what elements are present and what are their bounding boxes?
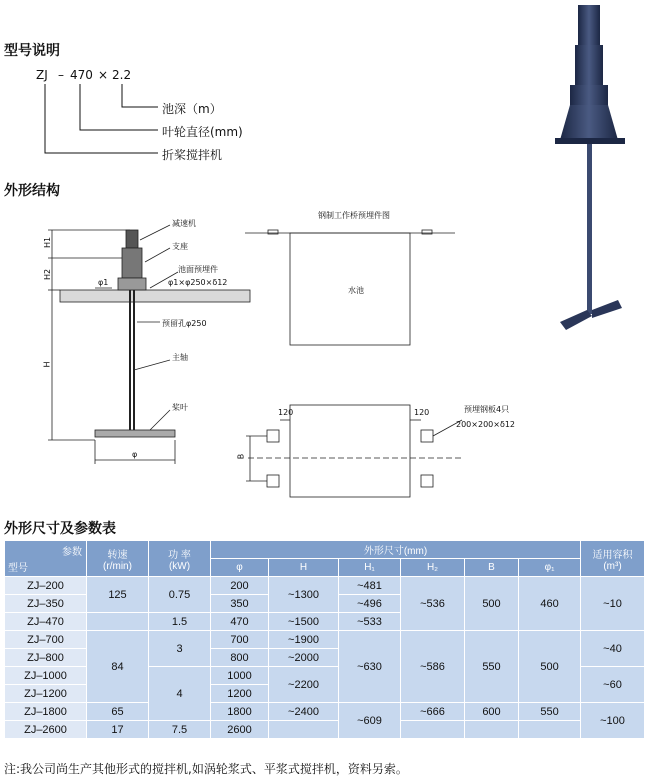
table-title: 外形尺寸及参数表: [4, 521, 116, 537]
model-code-dash: –: [58, 68, 64, 82]
header-phi: φ: [211, 559, 269, 577]
cell-phi: 1000: [211, 667, 269, 685]
cell-power: 0.75: [149, 577, 211, 613]
dim-h2: H2: [43, 268, 53, 281]
structure-title: 外形结构: [4, 183, 60, 199]
cell-h1: ~630: [339, 631, 401, 703]
cell-phi: 350: [211, 595, 269, 613]
cell-h2: ~666: [401, 703, 465, 721]
dim-phi: φ: [132, 450, 138, 459]
cell-speed: 125: [87, 577, 149, 613]
label-reserved-hole: 预留孔φ250: [162, 319, 207, 328]
cell-h: ~2000: [269, 649, 339, 667]
cell-phi: 700: [211, 631, 269, 649]
cell-b: [465, 721, 519, 739]
header-h1: H₁: [339, 559, 401, 577]
cell-power: 7.5: [149, 721, 211, 739]
cell-h: ~1500: [269, 613, 339, 631]
header-b: B: [465, 559, 519, 577]
plan-drawing: [240, 220, 500, 500]
label-embed: 池面预埋件: [178, 265, 218, 274]
cell-h2: ~586: [401, 631, 465, 703]
cell-h1: ~481: [339, 577, 401, 595]
cell-volume: ~100: [581, 703, 645, 739]
header-h2: H₂: [401, 559, 465, 577]
cell-power: 1.5: [149, 613, 211, 631]
elevation-drawing: [0, 200, 260, 470]
cell-h: ~2200: [269, 667, 339, 703]
cell-phi: 2600: [211, 721, 269, 739]
plan-dim-left: 120: [278, 408, 294, 417]
model-code-times: ×: [98, 68, 109, 82]
plan-dim-b: B: [236, 453, 246, 460]
cell-phi: 200: [211, 577, 269, 595]
dim-phi1: φ1: [98, 278, 109, 287]
dim-h1: H1: [43, 236, 53, 249]
table-row: [5, 577, 645, 595]
parameter-table: [4, 540, 645, 739]
legend-depth: 池深（m）: [162, 102, 222, 116]
cell-h: ~2400: [269, 703, 339, 721]
cell-volume: ~10: [581, 577, 645, 631]
cell-speed: [87, 613, 149, 631]
plan-title: 钢制工作桥预埋件图: [318, 211, 390, 220]
model-code-zj: ZJ: [36, 68, 48, 82]
cell-b: 600: [465, 703, 519, 721]
header-h: H: [269, 559, 339, 577]
cell-model: ZJ–1000: [5, 667, 87, 685]
cell-b: 550: [465, 631, 519, 703]
cell-h: [269, 721, 339, 739]
model-code-depth: 2.2: [112, 68, 132, 82]
cell-volume: ~60: [581, 667, 645, 703]
dim-h: H: [42, 361, 52, 368]
cell-phi: 1200: [211, 685, 269, 703]
header-speed: 转速 (r/min): [87, 541, 149, 577]
label-reducer: 减速机: [172, 219, 196, 228]
cell-power: 4: [149, 667, 211, 721]
cell-model: ZJ–350: [5, 595, 87, 613]
cell-model: ZJ–700: [5, 631, 87, 649]
cell-phi: 1800: [211, 703, 269, 721]
table-row: [5, 631, 645, 649]
cell-h: ~1300: [269, 577, 339, 613]
header-model: 型号: [8, 563, 28, 574]
plan-plate-spec: 200×200×δ12: [456, 420, 516, 429]
label-embed-spec: φ1×φ250×δ12: [168, 278, 228, 287]
legend-impeller-diameter: 叶轮直径(mm): [162, 125, 243, 139]
cell-model: ZJ–200: [5, 577, 87, 595]
cell-model: ZJ–470: [5, 613, 87, 631]
cell-h1: ~609: [339, 703, 401, 739]
cell-model: ZJ–1200: [5, 685, 87, 703]
cell-volume: ~40: [581, 631, 645, 667]
table-row: [5, 703, 645, 721]
label-blade: 桨叶: [172, 403, 188, 412]
plan-plate-label: 预埋钢板4只: [464, 405, 510, 414]
plan-pool-label: 水池: [348, 286, 364, 295]
model-code-diameter: 470: [70, 68, 93, 82]
cell-speed: 65: [87, 703, 149, 721]
cell-phi1: [519, 721, 581, 739]
header-params-model: [5, 541, 87, 577]
label-support: 支座: [172, 242, 188, 251]
cell-h2: ~536: [401, 577, 465, 631]
plan-dim-right: 120: [414, 408, 430, 417]
model-explain-title: 型号说明: [4, 43, 60, 59]
cell-speed: 17: [87, 721, 149, 739]
cell-h1: ~496: [339, 595, 401, 613]
footnote: 注:我公司尚生产其他形式的搅拌机,如涡轮浆式、平浆式搅拌机，资料另索。: [4, 762, 408, 776]
cell-phi: 800: [211, 649, 269, 667]
cell-b: 500: [465, 577, 519, 631]
cell-h1: ~533: [339, 613, 401, 631]
cell-phi1: 500: [519, 631, 581, 703]
header-phi1: φ₁: [519, 559, 581, 577]
cell-phi1: 550: [519, 703, 581, 721]
cell-power: 3: [149, 631, 211, 667]
cell-model: ZJ–1800: [5, 703, 87, 721]
cell-model: ZJ–800: [5, 649, 87, 667]
mixer-product-photo: [540, 0, 640, 340]
legend-type: 折桨搅拌机: [162, 148, 223, 162]
header-power: 功 率 (kW): [149, 541, 211, 577]
table-row: [5, 721, 645, 739]
cell-h: ~1900: [269, 631, 339, 649]
label-main-shaft: 主轴: [172, 353, 188, 362]
cell-model: ZJ–2600: [5, 721, 87, 739]
cell-phi1: 460: [519, 577, 581, 631]
header-params: 参数: [62, 547, 82, 558]
cell-speed: 84: [87, 631, 149, 703]
header-volume: 适用容积 (m³): [581, 541, 645, 577]
header-dims: 外形尺寸(mm): [211, 541, 581, 559]
cell-h2: [401, 721, 465, 739]
cell-phi: 470: [211, 613, 269, 631]
